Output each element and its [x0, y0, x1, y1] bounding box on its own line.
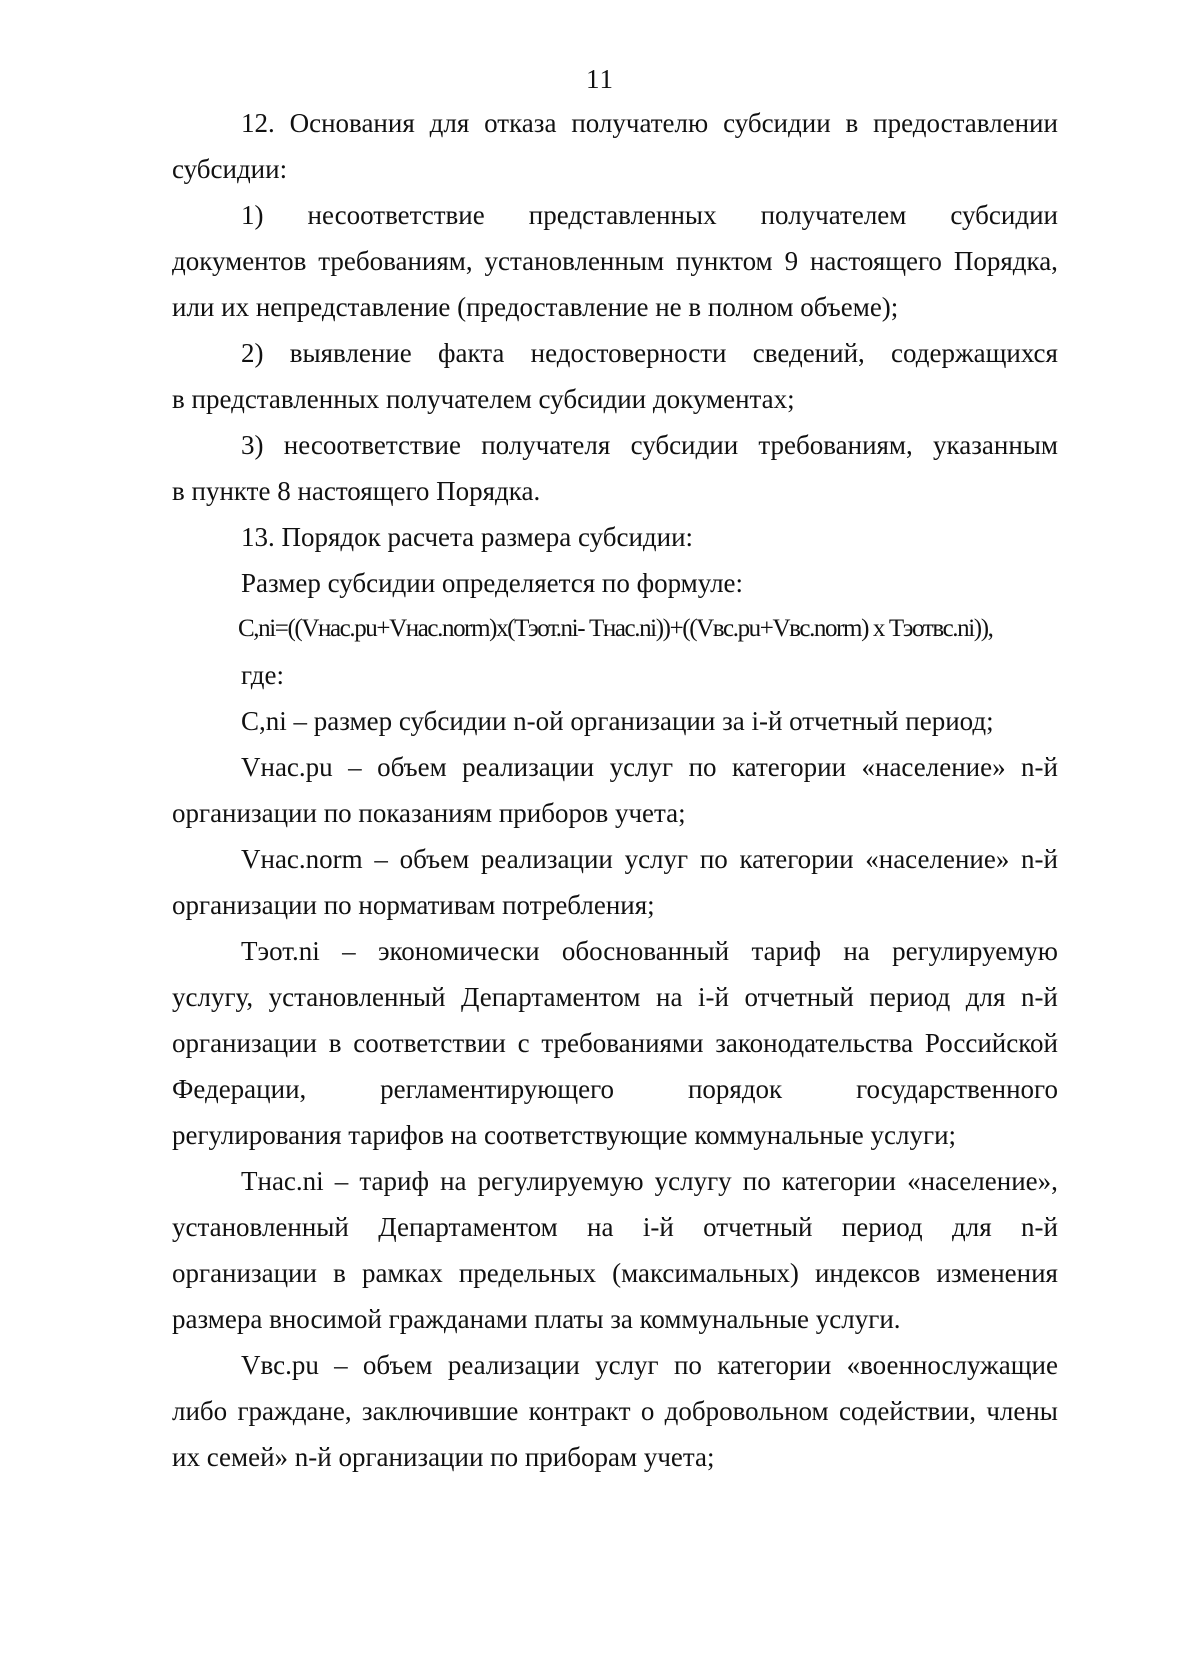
word: документов [172, 246, 307, 276]
word: пунктом [675, 246, 773, 276]
word: законодательства [715, 1028, 914, 1058]
word: Тэот.ni [241, 936, 320, 966]
word: на [587, 1212, 614, 1242]
word: требованиям, [758, 430, 913, 460]
word: либо [172, 1396, 228, 1426]
word: категории [717, 1350, 832, 1380]
word: на [440, 1166, 467, 1196]
word: n-й [1021, 844, 1058, 874]
definition-vvs-pu-line-3: их семей» n-й организации по приборам учета; [172, 1442, 715, 1472]
word: Vнас.pu [241, 752, 333, 782]
word: регламентирующего [380, 1074, 615, 1104]
word: требованиям, [318, 246, 473, 276]
word: Федерации, [172, 1074, 307, 1104]
word: 2) [241, 338, 264, 368]
word: Порядка, [953, 246, 1058, 276]
word: сведений, [752, 338, 865, 368]
word: – [374, 844, 388, 874]
word: – [334, 1166, 349, 1196]
word: выявление [289, 338, 412, 368]
definition-tnac-line-2 [172, 1210, 1058, 1244]
word: обоснованный [561, 936, 730, 966]
definition-teot-line-2 [172, 980, 1058, 1014]
word: добровольном [664, 1396, 829, 1426]
word: несоответствие [307, 200, 485, 230]
subitem-1-line-2 [172, 244, 1058, 278]
word: «военнослужащие [846, 1350, 1058, 1380]
page-number: 11 [586, 64, 614, 94]
word: услуг [624, 844, 689, 874]
definition-teot-line-5: регулирования тарифов на соответствующие коммунальные услуги; [172, 1120, 957, 1150]
word: 9 [784, 246, 799, 276]
word: – [334, 1350, 348, 1380]
word: организации [172, 1028, 317, 1058]
word: «население» [861, 752, 1006, 782]
word: объем [362, 1350, 433, 1380]
word: порядок [687, 1074, 783, 1104]
word: по [688, 752, 717, 782]
word: регулируемую [477, 1166, 644, 1196]
word: отчетный [703, 1212, 813, 1242]
word: получателем [760, 200, 907, 230]
subitem-2-line-2: в представленных получателем субсидии документах; [172, 384, 795, 414]
word: на [843, 936, 870, 966]
word: установленный [268, 982, 446, 1012]
word: установленным [484, 246, 665, 276]
subitem-3-line-1 [241, 428, 1058, 462]
word: заключившие [361, 1396, 519, 1426]
word: с [517, 1028, 530, 1058]
word: субсидии [950, 200, 1058, 230]
word: (максимальных) [612, 1258, 799, 1288]
definition-teot-line-3 [172, 1026, 1058, 1060]
word: Vвс.pu [241, 1350, 319, 1380]
word: период [869, 982, 951, 1012]
word: для [965, 982, 1006, 1012]
word: государственного [856, 1074, 1058, 1104]
paragraph-13-heading: 13. Порядок расчета размера субсидии: [241, 522, 694, 552]
word: «население» [865, 844, 1010, 874]
word: недостоверности [530, 338, 727, 368]
word: категории [731, 752, 847, 782]
definition-tnac-line-3 [172, 1256, 1058, 1290]
word: изменения [936, 1258, 1058, 1288]
word: требованиями [541, 1028, 704, 1058]
word: i-й [698, 982, 729, 1012]
word: предельных [458, 1258, 596, 1288]
word: по [673, 1350, 702, 1380]
word: 12. [241, 108, 275, 138]
word: услугу [654, 1166, 732, 1196]
word: категории [781, 1166, 896, 1196]
definition-tnac-line-1 [241, 1164, 1058, 1198]
word: содействии, [838, 1396, 976, 1426]
word: в [845, 108, 859, 138]
word: услуг [595, 1350, 659, 1380]
word: содержащихся [891, 338, 1058, 368]
word: факта [438, 338, 505, 368]
word: Департаментом [378, 1212, 558, 1242]
word: получателя [481, 430, 611, 460]
word: тариф [359, 1166, 429, 1196]
definition-vnac-norm-line-1 [241, 842, 1058, 876]
word: услуг [609, 752, 674, 782]
word: для [429, 108, 470, 138]
word: объем [377, 752, 447, 782]
word: получателю [571, 108, 709, 138]
word: экономически [377, 936, 540, 966]
word: контракт [528, 1396, 631, 1426]
word: граждане, [237, 1396, 352, 1426]
word: организации [172, 1258, 317, 1288]
word: реализации [480, 844, 613, 874]
definition-vnac-pu-line-1 [241, 750, 1058, 784]
word: несоответствие [283, 430, 461, 460]
word: регулируемую [892, 936, 1058, 966]
word: Основания [289, 108, 415, 138]
word: n-й [1020, 982, 1058, 1012]
paragraph-12-line-1 [241, 106, 1058, 140]
word: отчетный [744, 982, 854, 1012]
word: – [348, 752, 362, 782]
word: Тнас.ni [241, 1166, 324, 1196]
word: в [328, 1028, 342, 1058]
word: соответствии [353, 1028, 506, 1058]
word: объем [399, 844, 470, 874]
word: указанным [933, 430, 1058, 460]
word: настоящего [809, 246, 942, 276]
subitem-1-line-1 [241, 198, 1058, 232]
word: рамках [361, 1258, 443, 1288]
definition-vnac-pu-line-2: организации по показаниям приборов учета; [172, 798, 686, 828]
subsidy-formula: C,ni=((Vнас.pu+Vнас.norm)x(Тэот.ni- Тнас.ni))+((Vвс.pu+Vвс.norm) x Тэотвс.ni)), [238, 615, 993, 642]
word: 3) [241, 430, 264, 460]
word: члены [986, 1396, 1058, 1426]
word: на [656, 982, 683, 1012]
word: период [841, 1212, 923, 1242]
word: индексов [814, 1258, 921, 1288]
subitem-2-line-1 [241, 336, 1058, 370]
word: реализации [447, 1350, 580, 1380]
word: по [699, 844, 728, 874]
definition-vnac-norm-line-2: организации по нормативам потребления; [172, 890, 655, 920]
subitem-1-line-3: или их непредставление (предоставление не в полном объеме); [172, 292, 899, 322]
subitem-3-line-2: в пункте 8 настоящего Порядка. [172, 476, 541, 506]
word: для [952, 1212, 992, 1242]
paragraph-12-line-2: субсидии: [172, 154, 288, 184]
definition-vvs-pu-line-1 [241, 1348, 1058, 1382]
definition-teot-line-4 [172, 1072, 1058, 1106]
definition-tnac-line-4: размера вносимой гражданами платы за коммунальные услуги. [172, 1304, 901, 1334]
word: Департаментом [461, 982, 641, 1012]
word: представленных [528, 200, 717, 230]
word: категории [739, 844, 854, 874]
word: Российской [924, 1028, 1058, 1058]
formula-intro: Размер субсидии определяется по формуле: [241, 568, 744, 598]
word: субсидии [630, 430, 739, 460]
word: по [742, 1166, 771, 1196]
definition-teot-line-1 [241, 934, 1058, 968]
word: о [640, 1396, 655, 1426]
word: «население», [907, 1166, 1058, 1196]
word: предоставлении [873, 108, 1058, 138]
definition-cni: C,ni – размер субсидии n-ой организации за i-й отчетный период; [241, 706, 994, 736]
word: установленный [172, 1212, 349, 1242]
word: Vнас.norm [241, 844, 363, 874]
word: субсидии [723, 108, 831, 138]
formula-where: где: [241, 660, 284, 690]
word: i-й [642, 1212, 674, 1242]
word: 1) [241, 200, 264, 230]
definition-vvs-pu-line-2 [172, 1394, 1058, 1428]
word: реализации [462, 752, 595, 782]
word: n-й [1021, 752, 1058, 782]
word: тариф [751, 936, 821, 966]
word: отказа [484, 108, 557, 138]
word: в [333, 1258, 346, 1288]
word: услугу, [172, 982, 254, 1012]
word: – [342, 936, 356, 966]
word: n-й [1021, 1212, 1058, 1242]
